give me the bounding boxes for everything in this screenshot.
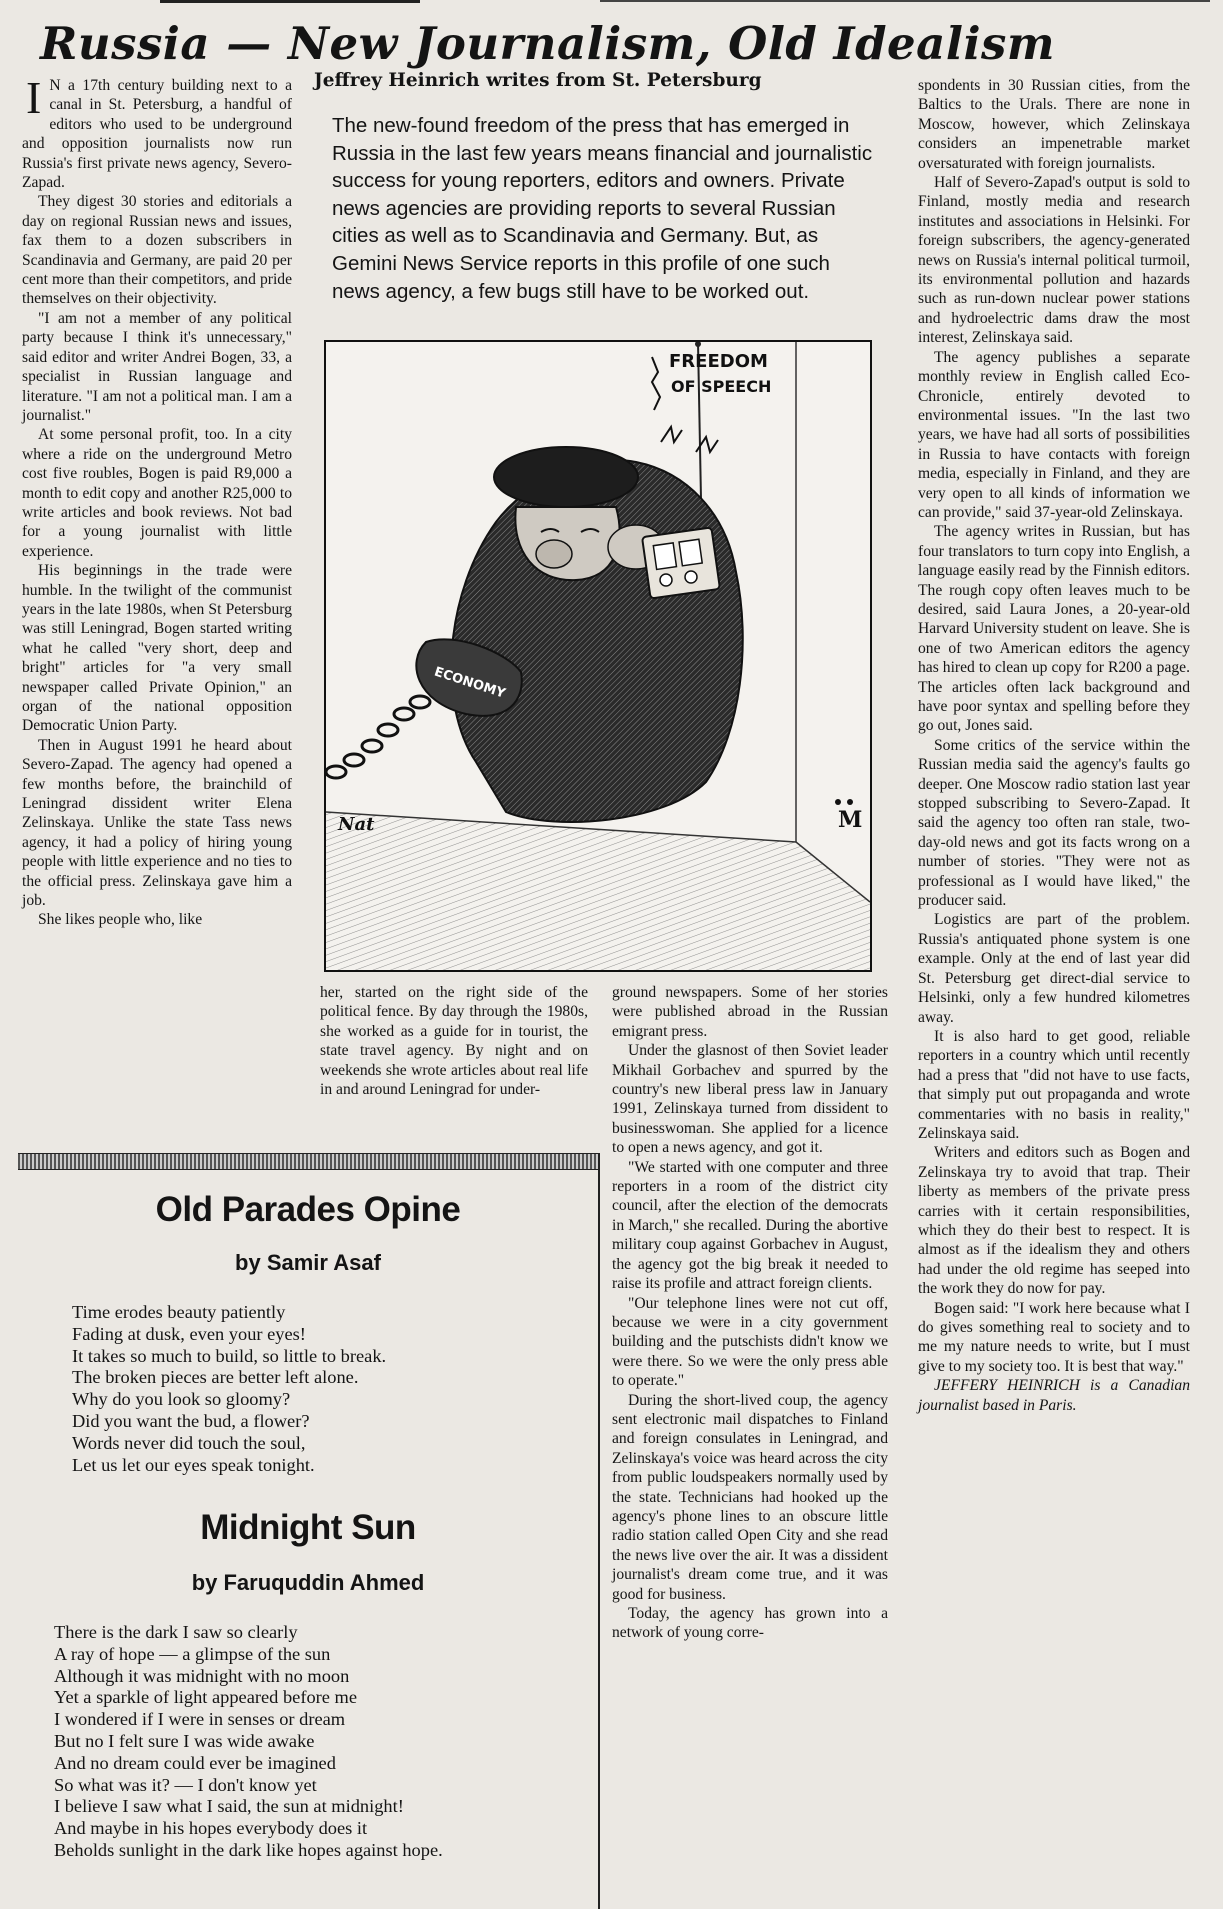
paragraph: "We started with one computer and three reporters in a room of the district city council, after the election of the democrats in March," she recalled. During the abortive military coup against Gorbachev in August, the agency got the big break it needed to raise its profile and attract foreign clients. [612,1158,888,1293]
poem-line: Why do you look so gloomy? [72,1389,291,1410]
byline: Jeffrey Heinrich writes from St. Petersburg [314,70,762,91]
radio-illustration [642,527,720,598]
paragraph: The agency writes in Russian, but has four translators to turn copy into English, a language easily read by the Finnish editors. The rough copy often leaves much to be desired, said Laura Jones, a 20-year-old Harvard University student on leave. She is one of two American editors the agency has hired to clean up copy for R200 a page. The articles often lack background and have poor syntax and spelling before they go out, Jones said. [918,523,1190,735]
paragraph: spondents in 30 Russian cities, from the Baltics to the Urals. There are none in Moscow, however, which Zelinskaya considers an impenetrable market oversaturated with foreign journalists. [918,77,1190,172]
paragraph: Today, the agency has grown into a network of young corre- [612,1605,888,1642]
poem-line: I wondered if I were in senses or dream [54,1709,346,1730]
article-column-3 [612,983,888,1643]
ball-chain-illustration [326,696,430,778]
top-rule-right [600,0,1210,2]
paragraph: N a 17th century building next to a canal in St. Petersburg, a handful of editors who used to be underground and opposition journalists now run Russia's first private news agency, Severo-Zapad. [22,77,292,192]
article-column-1 [22,72,292,930]
poem-body-1 [72,1302,386,1476]
poem-line: Did you want the bud, a flower? [72,1410,310,1431]
editorial-cartoon [324,340,872,972]
paragraph: "Our telephone lines were not cut off, because we were in a city government building and the putschists didn't know we were there. So we were the only press able to operate." [612,1294,888,1390]
poem-line: Yet a sparkle of light appeared before me [54,1687,357,1708]
paragraph: It is also hard to get good, reliable reporters in a country which until recently had a press that "did not have to use facts, that simply put out propaganda and wrote commentaries with no basis in reality," Zelinskaya said. [918,1027,1190,1142]
paragraph: The agency publishes a separate monthly review in English called Eco-Chronicle, entirely devoted to environmental issues. "In the last two years, we have had all sorts of possibilities in Russia to have contacts with foreign media, especially in Finland, and they are very open to all kinds of information we can provide," said 37-year-old Zelinskaya. [918,348,1190,521]
paragraph: She likes people who, like [38,911,203,929]
poem-author-1: by Samir Asaf [235,1250,381,1275]
gemini-mark: M [838,807,863,833]
poem-line: Beholds sunlight in the dark like hopes against hope. [54,1839,443,1860]
poem-body-2 [54,1622,574,1862]
paragraph: At some personal profit, too. In a city where a ride on the underground Metro cost five roubles, Bogen is paid R9,000 a month to edit copy and another R25,000 to write articles and book reviews. Not bad for a young journalist with little experience. [22,426,292,560]
top-rule-left [160,0,420,3]
poem-title-2: Midnight Sun [200,1508,416,1547]
paragraph: Some critics of the service within the Russian media said the agency's faults go deeper. One Moscow radio station last year stopped subscribing to Severo-Zapad. It said the agency too often ran stale, two-day-old news and got its facts wrong on a number of stories. "They were not as professional as I would have liked," the producer said. [918,736,1190,910]
poem-author-2: by Faruquddin Ahmed [191,1570,425,1595]
poem-line: There is the dark I saw so clearly [54,1622,298,1642]
article-column-4 [918,76,1190,1415]
paragraph: Writers and editors such as Bogen and Zelinskaya try to avoid that trap. Their liberty as members of the private press carries with it certain responsibilities, which they do their best to respect. It is almost as if the idealism they and others had under the old regime has seeped into the work they do now for pay. [918,1144,1190,1298]
paragraph: her, started on the right side of the political fence. By day through the 1980s, she worked as a guide for in tourist, the state travel agency. By night and on weekends she wrote articles about real life in and around Leningrad for under- [320,984,588,1099]
poem-line: And maybe in his hopes everybody does it [54,1818,368,1839]
paragraph: They digest 30 stories and editorials a day on regional Russian news and issues, fax them to a dozen subscribers in Scandinavia and Germany, are paid 20 per cent more than their competitors, and pride themselves on their objectivity. [22,193,292,308]
floor [326,812,870,970]
paragraph: Under the glasnost of then Soviet leader Mikhail Gorbachev and spurred by the country's new liberal press law in January 1991, Zelinskaya turned from dissident to businesswoman. She applied for a licence to open a news agency, and got it. [612,1042,888,1157]
artist-signature: Nat [338,814,375,835]
paragraph: During the short-lived coup, the agency sent electronic mail dispatches to Finland and foreign consulates in Leningrad, and Zelinskaya's voice was heard across the city from public loudspeakers normally used by the state. Technicians had hooked up the agency's phone lines to an obscure little radio station called Open City and she read the news live over the air. It was a dissident journalist's dream come true, and it was good for business. [612,1391,888,1603]
paragraph: Half of Severo-Zapad's output is sold to Finland, mostly media and research institutes and associations in Helsinki. For foreign subscribers, the agency-generated news on Russia's internal political turmoil, its environmental pollution and hazards such as run-down nuclear power stations and hydroelectric dams draw the most interest, Zelinskaya said. [918,174,1190,347]
poem-title-1: Old Parades Opine [155,1190,461,1229]
poem-line: And no dream could ever be imagined [54,1752,336,1773]
drop-cap: I [26,72,42,123]
article-column-2 [320,983,588,1099]
poem-line: So what was it? — I don't know yet [54,1774,317,1795]
paragraph: ground newspapers. Some of her stories were published abroad in the Russian emigrant press. [612,984,888,1040]
poem-line: A ray of hope — a glimpse of the sun [54,1643,331,1664]
article-deck: The new-found freedom of the press that has emerged in Russia in the last few years means financial and journalistic success for young reporters, editors and owners. Private news agencies are providing reports to several Russian cities as well as to Scandinavia and Germany. But, as Gemini News Service reports in this profile of one such news agency, a few bugs still have to be worked out. [332,114,873,303]
poem-line: Words never did touch the soul, [72,1432,306,1453]
poem-line: Although it was midnight with no moon [54,1665,350,1686]
poetry-divider [18,1153,598,1170]
author-bio: JEFFERY HEINRICH is a Canadian journalist based in Paris. [918,1377,1190,1414]
speech-text-line1: FREEDOM [669,351,768,372]
speech-text-line2: OF SPEECH [671,377,772,396]
headline: Russia — New Journalism, Old Idealism [40,17,1055,70]
paragraph: Logistics are part of the problem. Russia's antiquated phone system is one example. Only at the end of last year did St. Petersburg get direct-dial service to Helsinki, only a few hundred kilometres away. [918,911,1190,1026]
poetry-box-rule [598,1153,600,1909]
paragraph: His beginnings in the trade were humble. In the twilight of the communist years in the late 1980s, when St Petersburg was still Leningrad, Bogen started writing what he called "very short, deep and bright" articles for "a very small newspaper called Private Opinion," an organ of the national opposition Democratic Union Party. [22,562,292,735]
poem-line: Time erodes beauty patiently [72,1302,286,1322]
sound-waves [652,357,660,410]
paragraph: "I am not a member of any political party because I think it's unnecessary," said editor and writer Andrei Bogen, 33, a specialist in Russian language and literature. "I am not a political man. I am a journalist." [22,309,292,424]
poem-line: Fading at dusk, even your eyes! [72,1323,306,1344]
poem-line: But no I felt sure I was wide awake [54,1730,315,1751]
economy-label: ECONOMY [432,664,508,702]
poem-line: It takes so much to build, so little to break. [72,1345,387,1366]
poem-line: The broken pieces are better left alone. [72,1367,359,1388]
poem-line: I believe I saw what I said, the sun at midnight! [54,1796,404,1817]
poem-line: Let us let our eyes speak tonight. [72,1454,315,1475]
hunched-figure-illustration [416,447,742,822]
paragraph: Bogen said: "I work here because what I do gives something real to society and to me my nature needs to write, but I must give to my society too. It is best that way." [918,1299,1190,1375]
paragraph: Then in August 1991 he heard about Severo-Zapad. The agency had opened a few months before, the brainchild of Leningrad dissident writer Elena Zelinskaya. Unlike the state Tass news agency, it had a policy of hiring young people with little experience and no ties to the official press. Zelinskaya gave him a job. [22,736,292,910]
